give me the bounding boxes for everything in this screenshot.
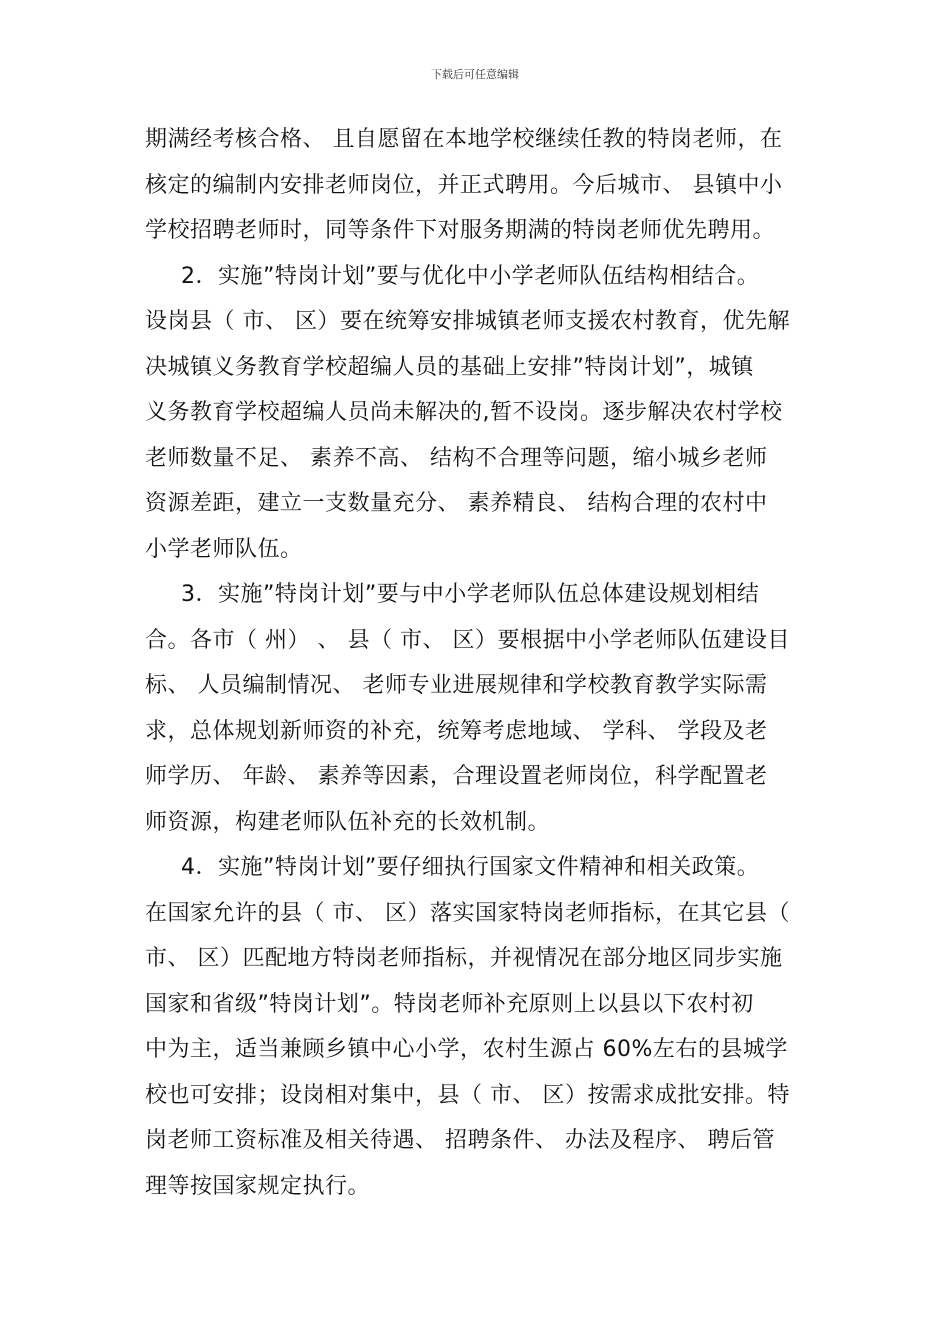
- text-line: 中为主，适当兼顾乡镇中心小学，农村生源占 60%左右的县城学: [145, 1037, 788, 1062]
- text-line: 2．实施”特岗计划”要与优化中小学老师队伍结构相结合。: [181, 263, 760, 289]
- text-line: 核定的编制内安排老师岗位，并正式聘用。今后城市、 县镇中小: [145, 172, 783, 198]
- text-line: 求，总体规划新师资的补充，统筹考虑地域、 学科、 学段及老: [145, 718, 768, 744]
- text-line: 校也可安排；设岗相对集中，县（ 市、 区）按需求成批安排。特: [145, 1082, 790, 1108]
- paragraph-continuation: [145, 117, 810, 254]
- text-line: 师学历、 年龄、 素养等因素，合理设置老师岗位，科学配置老: [145, 764, 768, 789]
- text-line: 资源差距，建立一支数量充分、 素养精良、 结构合理的农村中: [145, 491, 768, 516]
- text-line: 4．实施”特岗计划”要仔细执行国家文件精神和相关政策。: [181, 855, 760, 880]
- text-line: 师资源，构建老师队伍补充的长效机制。: [145, 809, 551, 835]
- page-header: 下载后可任意编辑: [431, 68, 519, 81]
- paragraph-item-2: [145, 254, 810, 573]
- text-line: 期满经考核合格、 且自愿留在本地学校继续任教的特岗老师，在: [145, 127, 783, 152]
- text-line: 标、 人员编制情况、 老师专业进展规律和学校教育教学实际需: [145, 673, 768, 698]
- text-line: 老师数量不足、 素养不高、 结构不合理等问题，缩小城乡老师: [145, 445, 768, 471]
- text-line: 3．实施”特岗计划”要与中小学老师队伍总体建设规划相结: [181, 582, 760, 607]
- text-line: 学校招聘老师时，同等条件下对服务期满的特岗老师优先聘用。: [145, 218, 776, 243]
- paragraph-item-4: [145, 845, 810, 1209]
- document-body: [145, 117, 810, 1209]
- text-line: 义务教育学校超编人员尚未解决的,暂不设岗。逐步解决农村学校: [145, 400, 783, 425]
- text-line: 在国家允许的县（ 市、 区）落实国家特岗老师指标，在其它县（: [145, 900, 790, 926]
- text-line: 合。各市（ 州） 、 县（ 市、 区）要根据中小学老师队伍建设目: [145, 627, 790, 653]
- text-line: 小学老师队伍。: [145, 536, 303, 562]
- text-line: 决城镇义务教育学校超编人员的基础上安排”特岗计划”，城镇: [145, 354, 754, 380]
- text-line: 岗老师工资标准及相关待遇、 招聘条件、 办法及程序、 聘后管: [145, 1128, 775, 1153]
- text-line: 设岗县（ 市、 区）要在统筹安排城镇老师支援农村教育，优先解: [145, 309, 790, 334]
- paragraph-item-3: [145, 572, 810, 845]
- text-line: 理等按国家规定执行。: [145, 1173, 371, 1199]
- text-line: 市、 区）匹配地方特岗老师指标，并视情况在部分地区同步实施: [145, 946, 783, 971]
- text-line: 国家和省级”特岗计划”。特岗老师补充原则上以县以下农村初: [145, 991, 754, 1017]
